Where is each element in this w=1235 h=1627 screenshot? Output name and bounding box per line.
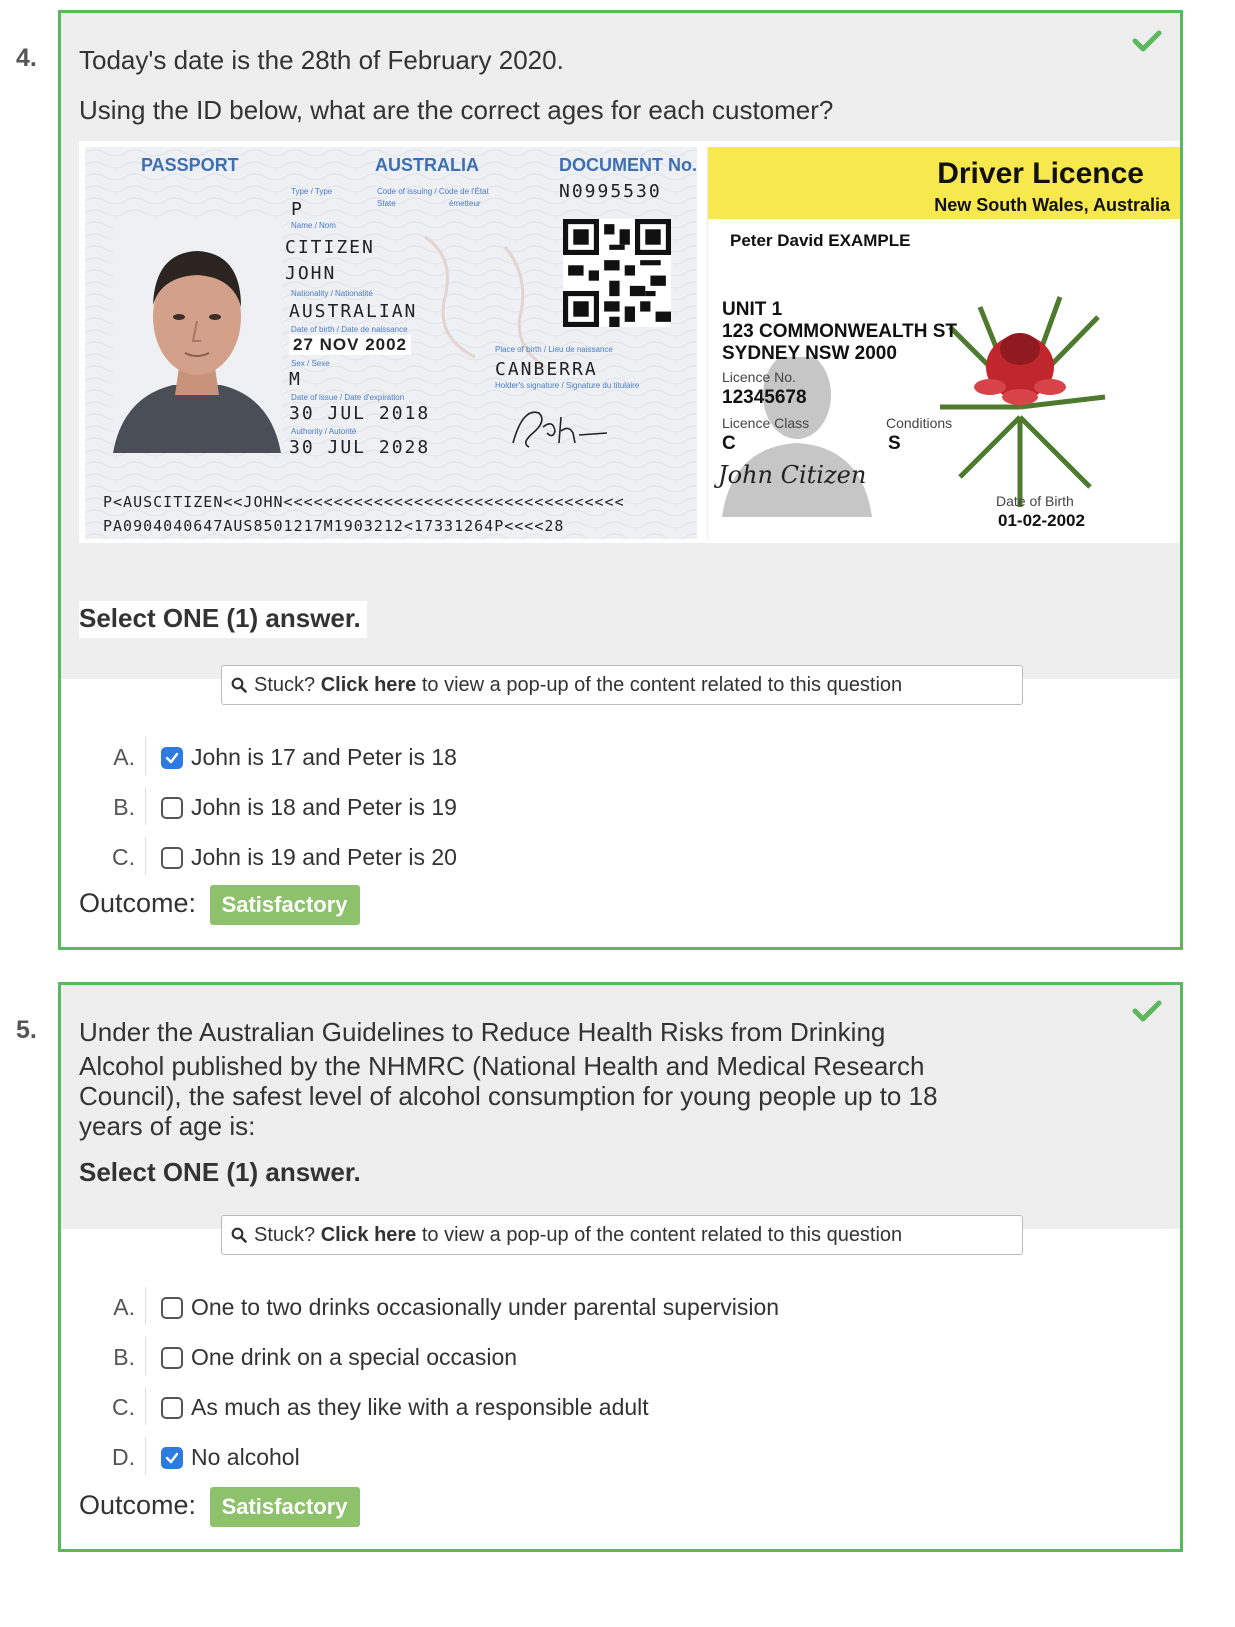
option-letter: C.: [112, 844, 135, 870]
checkbox[interactable]: [161, 797, 183, 819]
qr-code-icon: [563, 219, 671, 327]
stuck-suffix: to view a pop-up of the content related to this question: [416, 674, 903, 696]
option-letter: B.: [113, 1344, 135, 1370]
passport-signature: [503, 403, 613, 453]
passport-authority-label: Authority / Autorité: [291, 427, 357, 436]
passport-issue-label: Date of issue / Date d'expiration: [291, 393, 405, 402]
passport-pob-label: Place of birth / Lieu de naissance: [495, 345, 613, 354]
licence-address-line: UNIT 1: [722, 299, 783, 320]
passport-mrz-line: PA0904040647AUS8501217M1903212<17331264P<<<<28: [103, 517, 565, 535]
passport-name-label: Name / Nom: [291, 221, 336, 230]
licence-number: 12345678: [722, 387, 807, 408]
checkmark-icon: [165, 1451, 179, 1465]
option-letter: A.: [113, 1294, 135, 1320]
correct-check-icon: [1132, 29, 1162, 53]
option-text: One drink on a special occasion: [191, 1344, 518, 1370]
licence-state: New South Wales, Australia: [934, 195, 1170, 215]
option-text: John is 18 and Peter is 19: [191, 794, 457, 820]
passport-sex-label: Sex / Sexe: [291, 359, 330, 368]
passport-photo: [113, 217, 281, 453]
passport-expiry-date: 30 JUL 2028: [289, 437, 431, 458]
option-divider: [145, 1387, 146, 1425]
option-letter: A.: [113, 744, 135, 770]
select-instruction: Select ONE (1) answer.: [79, 1157, 361, 1187]
waratah-flower-image: [930, 287, 1110, 507]
passport-signature-label: Holder's signature / Signature du titulaire: [495, 381, 640, 390]
select-instruction: Select ONE (1) answer.: [79, 601, 367, 638]
checkbox[interactable]: [161, 1347, 183, 1369]
stuck-help-link[interactable]: [221, 1215, 1023, 1255]
licence-holder-name: Peter David EXAMPLE: [730, 231, 911, 250]
question-5-card: [58, 982, 1183, 1552]
passport-surname: CITIZEN: [285, 237, 375, 258]
checkbox[interactable]: [161, 1397, 183, 1419]
click-here-link[interactable]: Click here: [320, 1224, 417, 1246]
passport-sex: M: [289, 369, 302, 390]
passport-mrz-line: P<AUSCITIZEN<<JOHN<<<<<<<<<<<<<<<<<<<<<<<<<<<<<<<<<<: [103, 493, 625, 511]
checkbox-checked[interactable]: [161, 1447, 183, 1469]
search-icon: [231, 1227, 247, 1243]
option-text: No alcohol: [191, 1444, 300, 1470]
question-number: 5.: [16, 1016, 37, 1044]
driver-licence-image: [707, 147, 1183, 539]
question-text: years of age is:: [79, 1111, 256, 1141]
stuck-help-link[interactable]: [221, 665, 1023, 705]
question-text: Under the Australian Guidelines to Reduce Health Risks from Drinking: [79, 1017, 886, 1047]
licence-conditions-label: Conditions: [886, 415, 953, 431]
passport-docno: N0995530: [559, 181, 662, 202]
passport-image: [85, 147, 697, 539]
id-images: [79, 141, 1183, 543]
outcome-row: [79, 885, 360, 925]
option-letter: D.: [112, 1444, 135, 1470]
passport-country: AUSTRALIA: [375, 155, 479, 175]
passport-type-label: Type / Type: [291, 187, 333, 196]
passport-code-label: Code of issuing / Code de l'État: [377, 187, 489, 196]
stuck-prefix: Stuck?: [254, 674, 321, 696]
passport-given-name: JOHN: [285, 263, 337, 284]
option-divider: [145, 1337, 146, 1375]
option-letter: C.: [112, 1394, 135, 1420]
passport-nationality-label: Nationality / Nationalité: [291, 289, 373, 298]
correct-check-icon: [1132, 999, 1162, 1023]
option-text: As much as they like with a responsible adult: [191, 1394, 649, 1420]
question-text: Using the ID below, what are the correct ages for each customer?: [79, 95, 834, 125]
passport-nationality: AUSTRALIAN: [289, 301, 418, 322]
passport-emetteur-label: émetteur: [449, 199, 481, 208]
outcome-label: Outcome:: [79, 888, 197, 919]
search-icon: [231, 677, 247, 693]
option-divider: [145, 837, 146, 875]
outcome-row: [79, 1487, 360, 1527]
checkbox[interactable]: [161, 1297, 183, 1319]
option-divider: [145, 787, 146, 825]
passport-docno-label: DOCUMENT No.: [559, 155, 697, 175]
licence-number-label: Licence No.: [722, 369, 796, 385]
checkmark-icon: [165, 751, 179, 765]
checkbox[interactable]: [161, 847, 183, 869]
click-here-link[interactable]: Click here: [320, 674, 417, 696]
licence-address-line: SYDNEY NSW 2000: [722, 343, 897, 364]
checkbox-checked[interactable]: [161, 747, 183, 769]
option-text: John is 19 and Peter is 20: [191, 844, 457, 870]
licence-title: Driver Licence: [937, 157, 1144, 190]
outcome-badge: Satisfactory: [210, 885, 360, 925]
option-text: John is 17 and Peter is 18: [191, 744, 457, 770]
outcome-label: Outcome:: [79, 1490, 197, 1521]
licence-conditions: S: [888, 433, 901, 454]
passport-pob: CANBERRA: [495, 359, 598, 380]
question-5-header: [61, 985, 1180, 1229]
passport-state-label: State: [377, 199, 396, 208]
option-divider: [145, 737, 146, 775]
licence-dob: 01-02-2002: [998, 511, 1085, 530]
licence-class-label: Licence Class: [722, 415, 810, 431]
outcome-badge: Satisfactory: [210, 1487, 360, 1527]
passport-dob: 27 NOV 2002: [289, 335, 411, 355]
question-text: Today's date is the 28th of February 2020.: [79, 45, 564, 75]
passport-heading: PASSPORT: [141, 155, 239, 175]
stuck-suffix: to view a pop-up of the content related to this question: [416, 1224, 903, 1246]
option-letter: B.: [113, 794, 135, 820]
licence-signature: John Citizen: [718, 461, 867, 489]
passport-type: P: [291, 199, 304, 220]
licence-dob-label: Date of Birth: [996, 493, 1074, 509]
licence-header: [708, 147, 1183, 219]
passport-dob-label: Date of birth / Date de naissance: [291, 325, 408, 334]
passport-issue-date: 30 JUL 2018: [289, 403, 431, 424]
question-text: Council), the safest level of alcohol consumption for young people up to 18: [79, 1081, 938, 1111]
licence-address-line: 123 COMMONWEALTH ST: [722, 321, 958, 342]
question-4-header: [61, 13, 1180, 679]
question-4-card: [58, 10, 1183, 950]
option-text: One to two drinks occasionally under parental supervision: [191, 1294, 780, 1320]
question-text: Alcohol published by the NHMRC (National Health and Medical Research: [79, 1051, 925, 1081]
option-divider: [145, 1437, 146, 1475]
question-number: 4.: [16, 44, 37, 72]
option-divider: [145, 1287, 146, 1325]
licence-class: C: [722, 433, 736, 454]
stuck-prefix: Stuck?: [254, 1224, 321, 1246]
